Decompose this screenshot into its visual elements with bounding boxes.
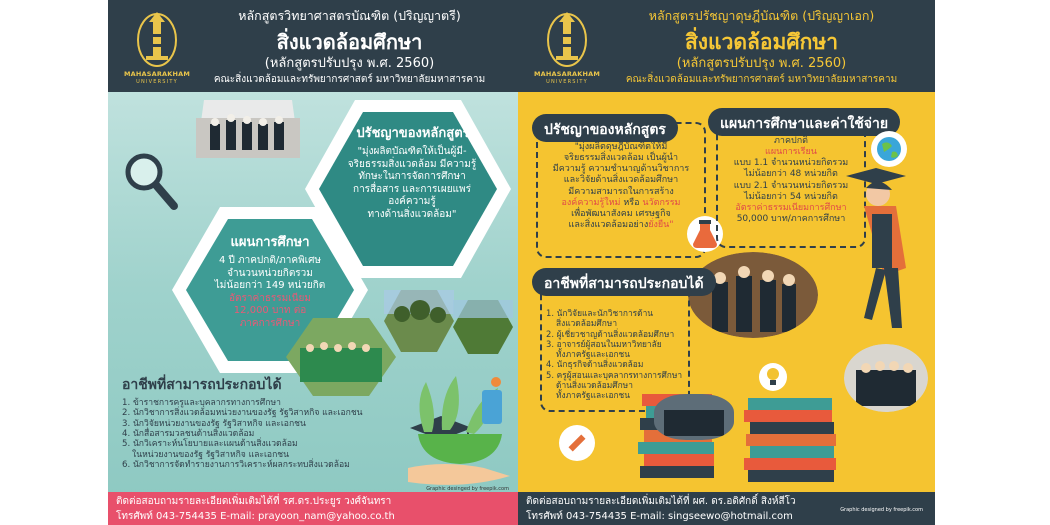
career-item [546,339,696,349]
poster-footer [518,492,935,525]
career-text: นักวิจัยและนักวิชาการด้าน [556,308,654,318]
career-number: 3. [122,418,131,429]
career-text: นักวิชาการสิ่งแวดล้อมหน่วยงานของรัฐ รัฐวิสาหกิจ และเอกชน [132,408,363,419]
poster-header [108,0,521,92]
philosophy-title: ปรัชญาของหลักสูตร [532,114,678,142]
career-item [546,359,696,369]
career-text: ในหน่วยงานของรัฐ รัฐวิสาหกิจ และเอกชน [132,449,290,460]
career-text: ข้าราชการครูและบุคลากรทางการศึกษา [132,398,281,408]
career-item [122,460,422,470]
philosophy-line [538,220,704,231]
fee-value: 50,000 บาท/ภาคการศึกษา [736,214,846,225]
study-plan-line: จำนวนหน่วยกิตรวม [227,267,313,279]
lightbulb-icon [758,362,788,392]
event-photo [688,252,818,338]
philosophy-line: มีความสามารถในการสร้าง [568,186,674,197]
careers-title: อาชีพที่สามารถประกอบได้ [532,268,716,296]
philosophy-text: และสิ่งแวดล้อมอย่าง [568,220,649,231]
career-text: ทั้งภาครัฐและเอกชน [556,390,630,400]
career-number: 1. [122,398,131,408]
faculty-name: คณะสิ่งแวดล้อมและทรัพยากรศาสตร์ มหาวิทยาลัยมหาสารคาม [213,74,486,85]
philosophy-line: จริยธรรมสิ่งแวดล้อม มีความรู้ [347,158,477,170]
seminar-photo [654,394,734,440]
program-name: สิ่งแวดล้อมศึกษา [684,30,839,54]
plan-line: ไม่น้อยกว่า 48 หน่วยกิต [744,169,838,180]
career-text: นักธุรกิจด้านสิ่งแวดล้อม [556,359,644,370]
career-text: นักวิจัยหน่วยงานของรัฐ รัฐวิสาหกิจ และเอกชน [132,418,306,429]
graphic-credit: Graphic designed by freepik.com [840,507,923,513]
program-type: ภาคปกติ [773,136,808,146]
connector-text: หรือ [620,197,643,208]
plan-title: แผนการศึกษาและค่าใช้จ่าย [708,108,900,136]
degree-title: หลักสูตรวิทยาศาสตรบัณฑิต (ปริญญาตรี) [238,8,461,23]
career-number: 6. [122,459,131,470]
career-number: 3. [546,338,554,349]
philosophy-title: ปรัชญาของหลักสูตร [356,126,470,141]
career-item [546,370,696,380]
careers-section [122,374,422,470]
philosophy-line: จริยธรรมสิ่งแวดล้อม เป็นผู้นำ [563,153,679,164]
highlight-text: ยั่งยืน" [648,220,674,231]
study-plan-title: แผนการศึกษา [230,235,310,250]
team-photo [844,344,928,412]
career-text: ผู้เชี่ยวชาญด้านสิ่งแวดล้อมศึกษา [556,328,675,339]
career-number: 1. [546,308,554,318]
philosophy-line: "มุ่งผลิตดุษฎีบัณฑิตให้มี [574,142,668,152]
career-item [546,329,696,339]
doctoral-poster [518,0,935,525]
philosophy-line: องค์ความรู้ [388,196,436,207]
program-name: สิ่งแวดล้อมศึกษา [276,30,423,54]
career-text: นักวิชาการจัดทำรายงานการวิเคราะห์ผลกระทบสิ่งแวดล้อม [132,459,350,470]
group-photo-top [196,100,300,158]
logo-subtext: UNIVERSITY [136,79,178,85]
career-text: อาจารย์ผู้สอนในมหาวิทยาลัย [556,338,662,349]
career-number: 4. [122,428,131,439]
career-item [122,408,422,418]
philosophy-line: และวิจัยด้านสิ่งแวดล้อมศึกษา [563,175,679,186]
contact-line: ติดต่อสอบถามรายละเอียดเพิ่มเติมได้ที่ รศ.ดร.ประยูร วงศ์จันทรา [116,496,392,507]
philosophy-line: "มุ่งผลิตบัณฑิตให้เป็นผู้มี- [357,146,467,157]
logo-wordmark: MAHASARAKHAM [533,70,601,78]
plan-line: แบบ 2.1 จำนวนหน่วยกิตรวม [733,180,849,191]
highlight-text: นวัตกรรม [642,197,681,208]
poster-header [518,0,935,92]
career-item [122,439,422,449]
career-number: 5. [122,439,131,450]
plan-line: ไม่น้อยกว่า 54 หน่วยกิต [744,191,838,202]
career-number: 4. [546,359,554,370]
fee-line: 12,000 บาท ต่อ [233,305,307,316]
career-item [122,450,422,460]
career-text: นักวิเคราะห์นโยบายและแผนด้านสิ่งแวดล้อม [132,439,298,450]
faculty-name: คณะสิ่งแวดล้อมและทรัพยากรศาสตร์ มหาวิทยาลัยมหาสารคาม [625,74,898,85]
fee-line: ภาคการศึกษา [239,317,301,329]
career-number: 2. [546,328,554,339]
pencil-icon [558,424,596,462]
plan-line: แบบ 1.1 จำนวนหน่วยกิตรวม [733,158,849,169]
career-item [546,349,696,359]
revision-note: (หลักสูตรปรับปรุง พ.ศ. 2560) [676,56,847,71]
magnifying-glass-icon [122,150,180,212]
plant-hand-illustration [404,372,516,490]
philosophy-line: เพื่อพัฒนาสังคม เศรษฐกิจ [571,208,671,219]
career-item [122,429,422,439]
career-item [122,419,422,429]
revision-note: (หลักสูตรปรับปรุง พ.ศ. 2560) [264,56,435,71]
career-text: สิ่งแวดล้อมศึกษา [556,318,618,329]
philosophy-line: การสื่อสาร และการเผยแพร่ [353,183,471,195]
career-text: นักสื่อสารมวลชนด้านสิ่งแวดล้อม [132,428,255,439]
career-item [546,318,696,328]
career-text: ครูผู้สอนและบุคลากรทางการศึกษา [556,369,683,380]
graphic-credit: Graphic desinged by freepik.com [426,486,509,492]
career-text: ด้านสิ่งแวดล้อมศึกษา [556,379,633,390]
career-item [546,308,696,318]
philosophy-text [538,142,704,231]
fee-label: อัตราค่าธรรมเนียมการศึกษา [735,202,847,213]
flying-graduate-illustration [836,158,934,338]
philosophy-line: ทักษะในการจัดการศึกษา [358,171,466,182]
phone-email-line: โทรศัพท์ 043-754435 E-mail: singseewo@hotmail.com [526,511,793,522]
book-stack-right [744,398,840,488]
phone-email-line: โทรศัพท์ 043-754435 E-mail: prayoon_nam@yahoo.co.th [116,511,395,522]
degree-title: หลักสูตรปรัชญาดุษฎีบัณฑิต (ปริญญาเอก) [648,8,875,23]
careers-title: อาชีพที่สามารถประกอบได้ [122,377,282,393]
career-number: 5. [546,369,554,380]
career-number: 2. [122,408,131,419]
philosophy-line [538,198,704,209]
contact-line: ติดต่อสอบถามรายละเอียดเพิ่มเติมได้ที่ ผศ. ดร.อดิศักดิ์ สิงห์สีโว [526,496,796,507]
philosophy-line: ทางด้านสิ่งแวดล้อม" [367,208,457,220]
career-text: ทั้งภาครัฐและเอกชน [556,349,630,359]
philosophy-line: มีความรู้ ความชำนาญด้านวิชาการ [552,164,690,175]
plan-label: แผนการเรียน [765,147,817,158]
logo-subtext: UNIVERSITY [546,79,588,85]
poster-footer [108,486,521,525]
logo-wordmark: MAHASARAKHAM [123,70,191,78]
highlight-text: องค์ความรู้ใหม่ [561,197,621,208]
fee-line: อัตราค่าธรรมเนียม [229,292,311,304]
career-item [122,398,422,408]
bachelor-poster [108,0,521,525]
study-plan-line: 4 ปี ภาคปกติ/ภาคพิเศษ [218,255,322,266]
study-plan-line: ไม่น้อยกว่า 149 หน่วยกิต [214,280,326,291]
rice-field-photo [453,300,513,354]
